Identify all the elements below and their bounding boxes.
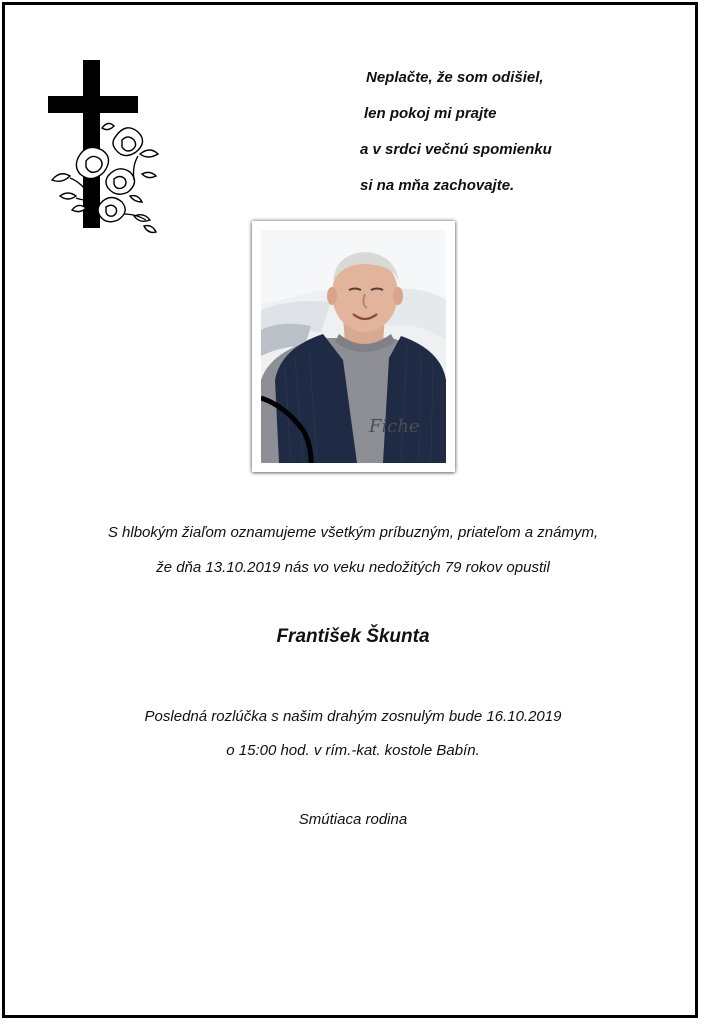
shirt-print-text: Fiche — [369, 416, 420, 437]
announcement-line-1: S hlbokým žiaľom oznamujeme všetkým príbuzným, priateľom a známym, — [107, 524, 599, 541]
deceased-name: František Škunta — [276, 626, 430, 647]
funeral-line-1: Posledná rozlúčka s našim drahým zosnulým bude 16.10.2019 — [144, 708, 562, 725]
cross-with-roses-icon — [46, 58, 164, 240]
portrait-photo — [261, 230, 446, 463]
funeral-line-2: o 15:00 hod. v rím.-kat. kostole Babín. — [226, 742, 480, 759]
verse-line-4: si na mňa zachovajte. — [360, 177, 515, 194]
signature: Smútiaca rodina — [298, 811, 408, 828]
portrait-frame — [252, 221, 455, 472]
verse-line-3: a v srdci večnú spomienku — [360, 141, 552, 158]
verse-line-1: Neplačte, že som odišiel, — [366, 69, 544, 86]
verse-line-2: len pokoj mi prajte — [364, 105, 497, 122]
verse — [350, 60, 610, 204]
announcement-line-2: že dňa 13.10.2019 nás vo veku nedožitých 79 rokov opustil — [156, 559, 550, 576]
